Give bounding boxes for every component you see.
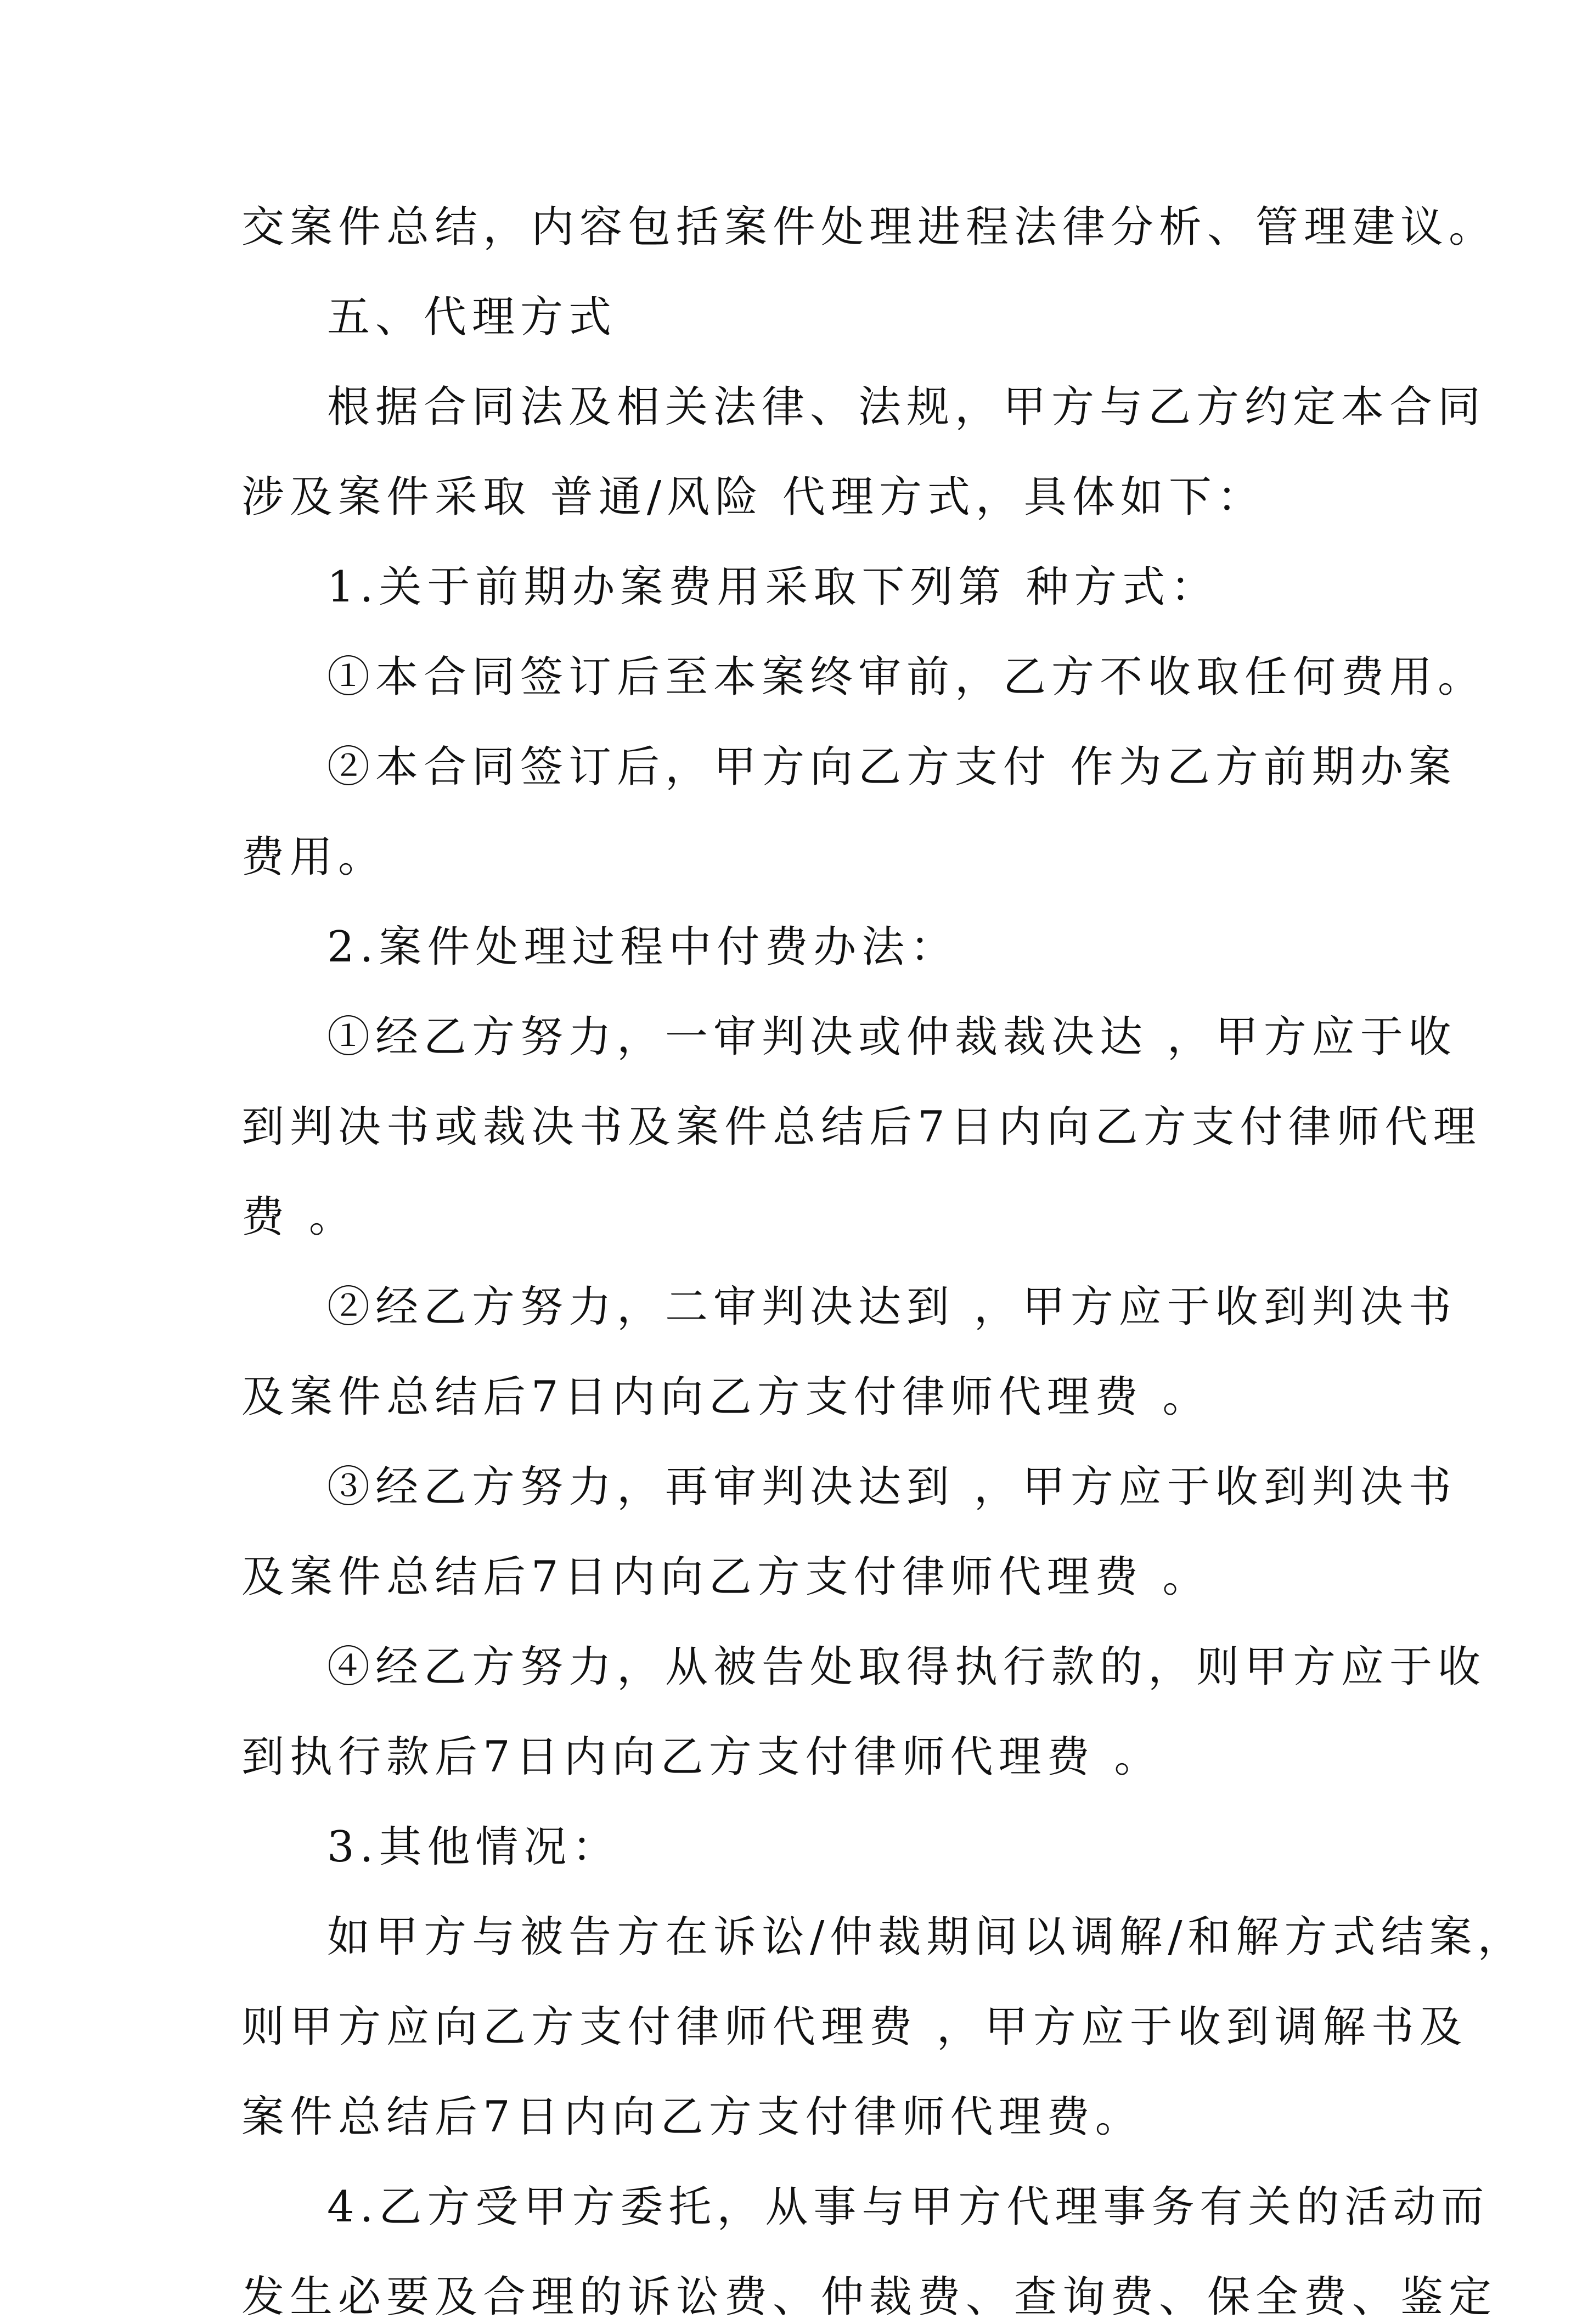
text-line: 五、代理方式	[327, 292, 617, 342]
text-line: ④经乙方努力，从被告处取得执行款的，则甲方应于收	[327, 1642, 1486, 1692]
text-line: 2.案件处理过程中付费办法：	[327, 922, 959, 972]
text-line: 案件总结后7日内向乙方支付律师代理费。	[241, 2092, 1144, 2142]
text-line: ①本合同签订后至本案终审前，乙方不收取任何费用。	[327, 652, 1486, 702]
document-body	[241, 200, 1526, 2324]
text-line: 3.其他情况：	[327, 1822, 621, 1872]
text-line: 如甲方与被告方在诉讼/仲裁期间以调解/和解方式结案，	[327, 1912, 1526, 1962]
text-line: ①经乙方努力，一审判决或仲裁裁决达 ，甲方应于收	[327, 1012, 1457, 1062]
text-line: 及案件总结后7日内向乙方支付律师代理费 。	[241, 1552, 1211, 1602]
text-line: 根据合同法及相关法律、法规，甲方与乙方约定本合同	[327, 382, 1486, 432]
text-line: 发生必要及合理的诉讼费、仲裁费、查询费、保全费、鉴定	[241, 2272, 1497, 2322]
text-line: ③经乙方努力，再审判决达到 ，甲方应于收到判决书	[327, 1462, 1457, 1512]
text-line: ②经乙方努力，二审判决达到 ，甲方应于收到判决书	[327, 1282, 1457, 1332]
text-line: 1.关于前期办案费用采取下列第 种方式：	[327, 562, 1219, 612]
text-line: 及案件总结后7日内向乙方支付律师代理费 。	[241, 1372, 1211, 1422]
text-line: 涉及案件采取 普通/风险 代理方式，具体如下：	[241, 472, 1265, 522]
text-line: 费用。	[241, 832, 387, 882]
text-line: ②本合同签订后，甲方向乙方支付 作为乙方前期办案	[327, 742, 1457, 792]
text-line: 到执行款后7日内向乙方支付律师代理费 。	[241, 1732, 1163, 1782]
text-line: 到判决书或裁决书及案件总结后7日内向乙方支付律师代理	[241, 1102, 1482, 1152]
text-line: 交案件总结，内容包括案件处理进程法律分析、管理建议。	[241, 202, 1497, 252]
text-line: 费 。	[241, 1192, 357, 1242]
text-line: 4.乙方受甲方委托，从事与甲方代理事务有关的活动而	[327, 2182, 1490, 2232]
text-line: 则甲方应向乙方支付律师代理费 ，甲方应于收到调解书及	[241, 2002, 1468, 2052]
